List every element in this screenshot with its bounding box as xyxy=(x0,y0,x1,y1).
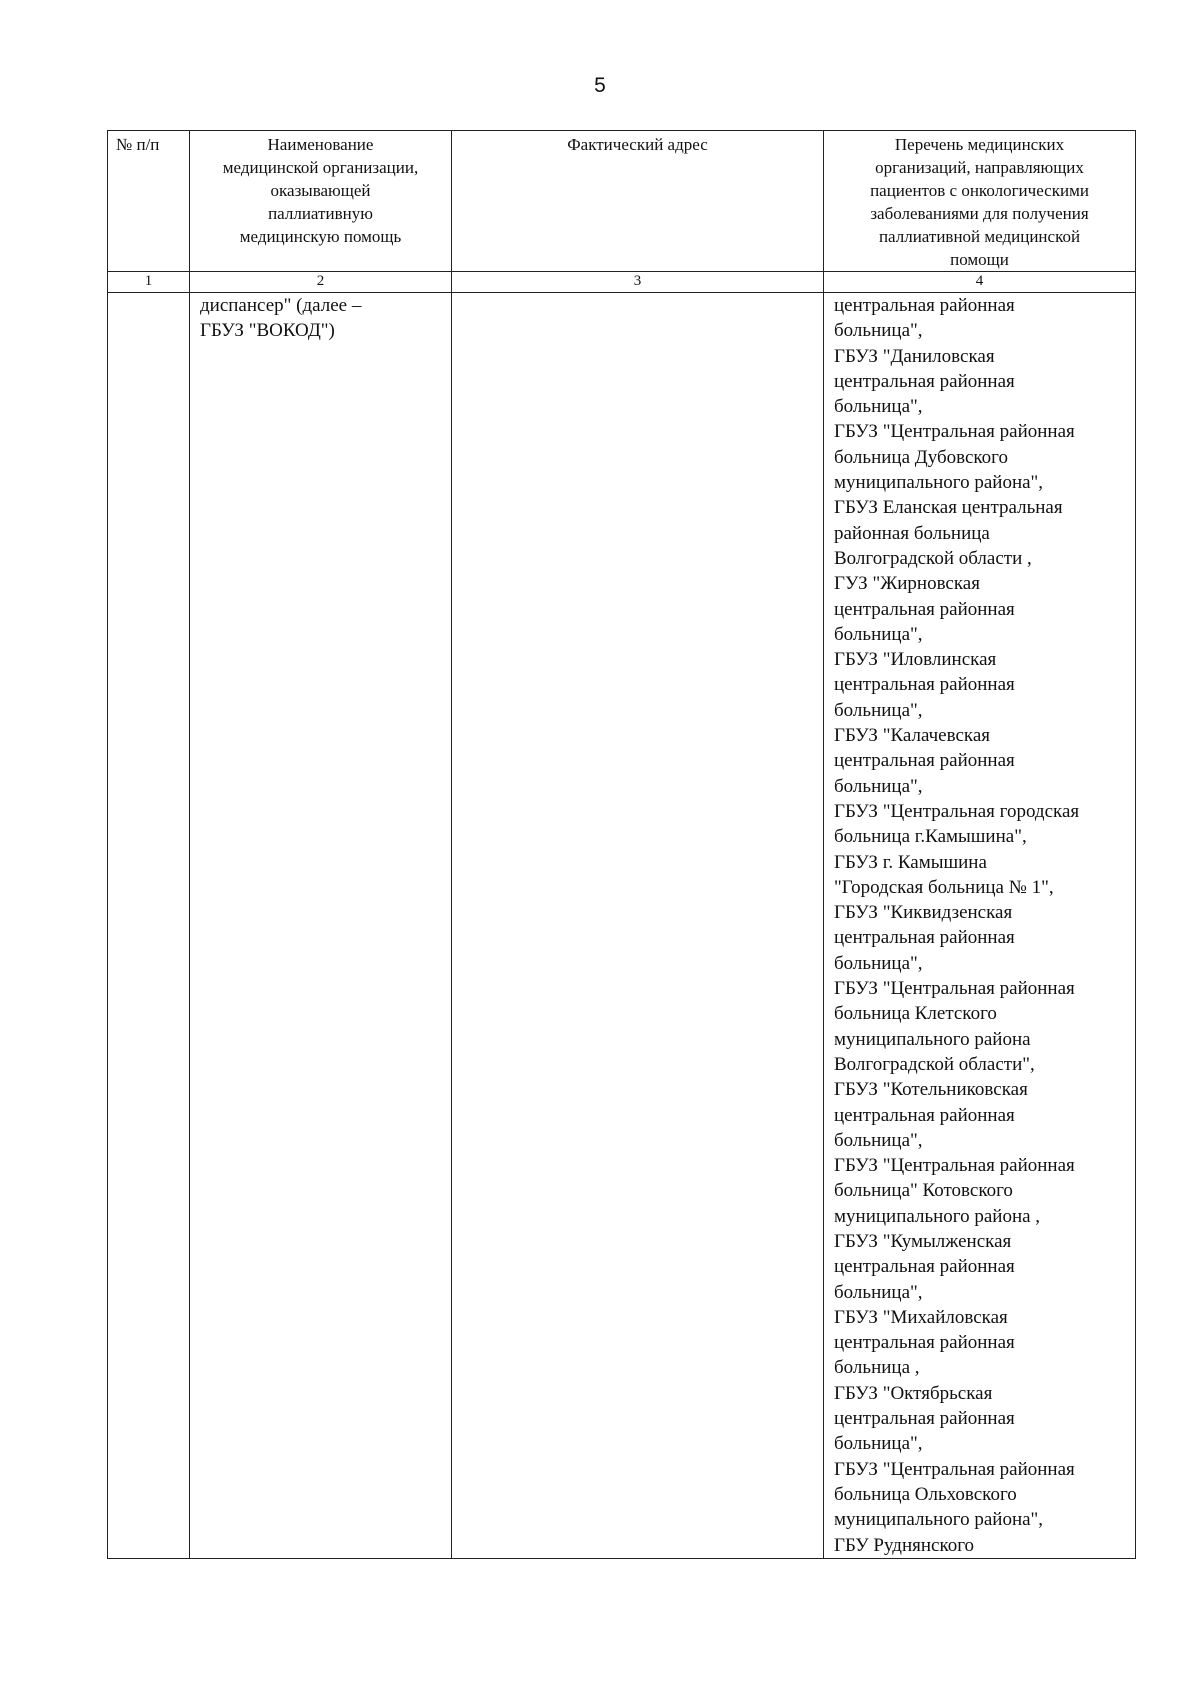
referring-organization-line: больница", xyxy=(834,1129,923,1151)
page-number: 5 xyxy=(594,74,606,97)
organization-name-line: диспансер" (далее – xyxy=(200,295,362,316)
referring-organization-line: больница", xyxy=(834,1433,923,1455)
referring-organization-line: ГБУЗ "Даниловская xyxy=(834,345,995,367)
referring-organization-line: Волгоградской области , xyxy=(834,547,1032,569)
referring-organization-line: муниципального района", xyxy=(834,1509,1044,1531)
referring-organization-line: ГБУЗ "Калачевская xyxy=(834,725,991,747)
referring-organization-line: больница", xyxy=(834,952,923,974)
header-line: пациентов с онкологическими xyxy=(870,181,1089,200)
referring-organization-line: ГБУЗ "Центральная районная xyxy=(834,1458,1075,1480)
referring-organization-line: ГБУЗ "Кумылженская xyxy=(834,1230,1012,1252)
referring-organization-line: районная больница xyxy=(834,522,990,544)
header-line: медицинскую помощь xyxy=(239,227,402,246)
referring-organization-line: ГБУЗ "Центральная районная xyxy=(834,421,1075,443)
organization-name-cell xyxy=(190,293,452,1559)
organization-name-line: ГБУЗ "ВОКОД") xyxy=(200,320,335,342)
referring-organization-line: центральная районная xyxy=(834,1332,1015,1354)
referring-organization-line: ГБУЗ "Киквидзенская xyxy=(834,902,1013,924)
referring-organization-line: больница", xyxy=(834,396,923,418)
referring-organization-line: больница" Котовского xyxy=(834,1180,1013,1202)
referring-organization-line: муниципального района", xyxy=(834,472,1044,494)
column-number-3: 3 xyxy=(452,272,824,293)
referring-organization-line: муниципального района , xyxy=(834,1205,1041,1227)
header-line: паллиативной медицинской xyxy=(878,227,1081,246)
header-line: Наименование xyxy=(267,135,374,154)
header-number: № п/п xyxy=(108,131,190,272)
referring-organization-line: центральная районная xyxy=(834,1408,1015,1430)
header-line: Перечень медицинских xyxy=(894,135,1065,154)
referring-organization-line: больница", xyxy=(834,775,923,797)
table-header-row xyxy=(108,131,1136,272)
header-line: паллиативную xyxy=(268,204,373,223)
referring-organization-line: больница", xyxy=(834,699,923,721)
referring-organization-line: ГБУЗ "Михайловская xyxy=(834,1306,1008,1328)
actual-address-cell xyxy=(452,293,824,1559)
referring-organization-line: центральная районная xyxy=(834,370,1015,392)
header-line: оказывающей xyxy=(270,181,371,200)
referring-organization-line: больница", xyxy=(834,623,923,645)
column-number-4: 4 xyxy=(824,272,1136,293)
column-number-2: 2 xyxy=(190,272,452,293)
referring-organization-line: центральная районная xyxy=(834,1256,1015,1278)
referring-organization-line: "Городская больница № 1", xyxy=(834,876,1054,898)
referring-organization-line: центральная районная xyxy=(834,750,1015,772)
referring-organization-line: больница", xyxy=(834,1281,923,1303)
referring-organization-line: ГБУЗ "Иловлинская xyxy=(834,649,997,671)
referring-organization-line: ГБУЗ "Центральная городская xyxy=(834,800,1080,822)
referring-organization-line: центральная районная xyxy=(834,674,1015,696)
column-number-1: 1 xyxy=(108,272,190,293)
header-actual-address: Фактический адрес xyxy=(452,131,824,272)
referring-organization-line: муниципального района xyxy=(834,1028,1031,1050)
referring-organization-line: центральная районная xyxy=(834,1104,1015,1126)
referring-organization-line: ГБУЗ "Октябрьская xyxy=(834,1382,993,1404)
referring-organization-line: ГБУ Руднянского xyxy=(834,1534,975,1556)
referring-organization-line: центральная районная xyxy=(834,295,1015,316)
referring-organization-line: ГУЗ "Жирновская xyxy=(834,573,980,595)
table-row xyxy=(108,293,1136,1559)
referring-organization-line: больница г.Камышина", xyxy=(834,826,1027,848)
palliative-care-table xyxy=(107,130,1136,1559)
referring-organization-line: ГБУЗ г. Камышина xyxy=(834,851,987,873)
referring-organization-line: центральная районная xyxy=(834,598,1015,620)
header-line: заболеваниями для получения xyxy=(870,204,1089,223)
referring-organization-line: больница Клетского xyxy=(834,1003,997,1025)
referring-organization-line: ГБУЗ "Центральная районная xyxy=(834,1155,1075,1177)
referring-organization-line: ГБУЗ "Центральная районная xyxy=(834,978,1075,1000)
row-number-cell xyxy=(108,293,190,1559)
referring-organization-line: больница Дубовского xyxy=(834,446,1009,468)
header-line: организаций, направляющих xyxy=(875,158,1084,177)
referring-organization-line: больница , xyxy=(834,1357,920,1379)
referring-organization-line: больница", xyxy=(834,320,923,342)
referring-organization-line: больница Ольховского xyxy=(834,1483,1017,1505)
header-organization-name xyxy=(190,131,452,272)
referring-organization-line: ГБУЗ Еланская центральная xyxy=(834,497,1063,519)
header-line: медицинской организации, xyxy=(222,158,419,177)
referring-organization-line: ГБУЗ "Котельниковская xyxy=(834,1079,1028,1101)
referring-organization-line: центральная районная xyxy=(834,927,1015,949)
referring-organizations-cell xyxy=(824,293,1136,1559)
column-number-row xyxy=(108,272,1136,293)
header-referring-organizations xyxy=(824,131,1136,272)
header-line: помощи xyxy=(950,250,1009,269)
referring-organization-line: Волгоградской области", xyxy=(834,1053,1035,1075)
